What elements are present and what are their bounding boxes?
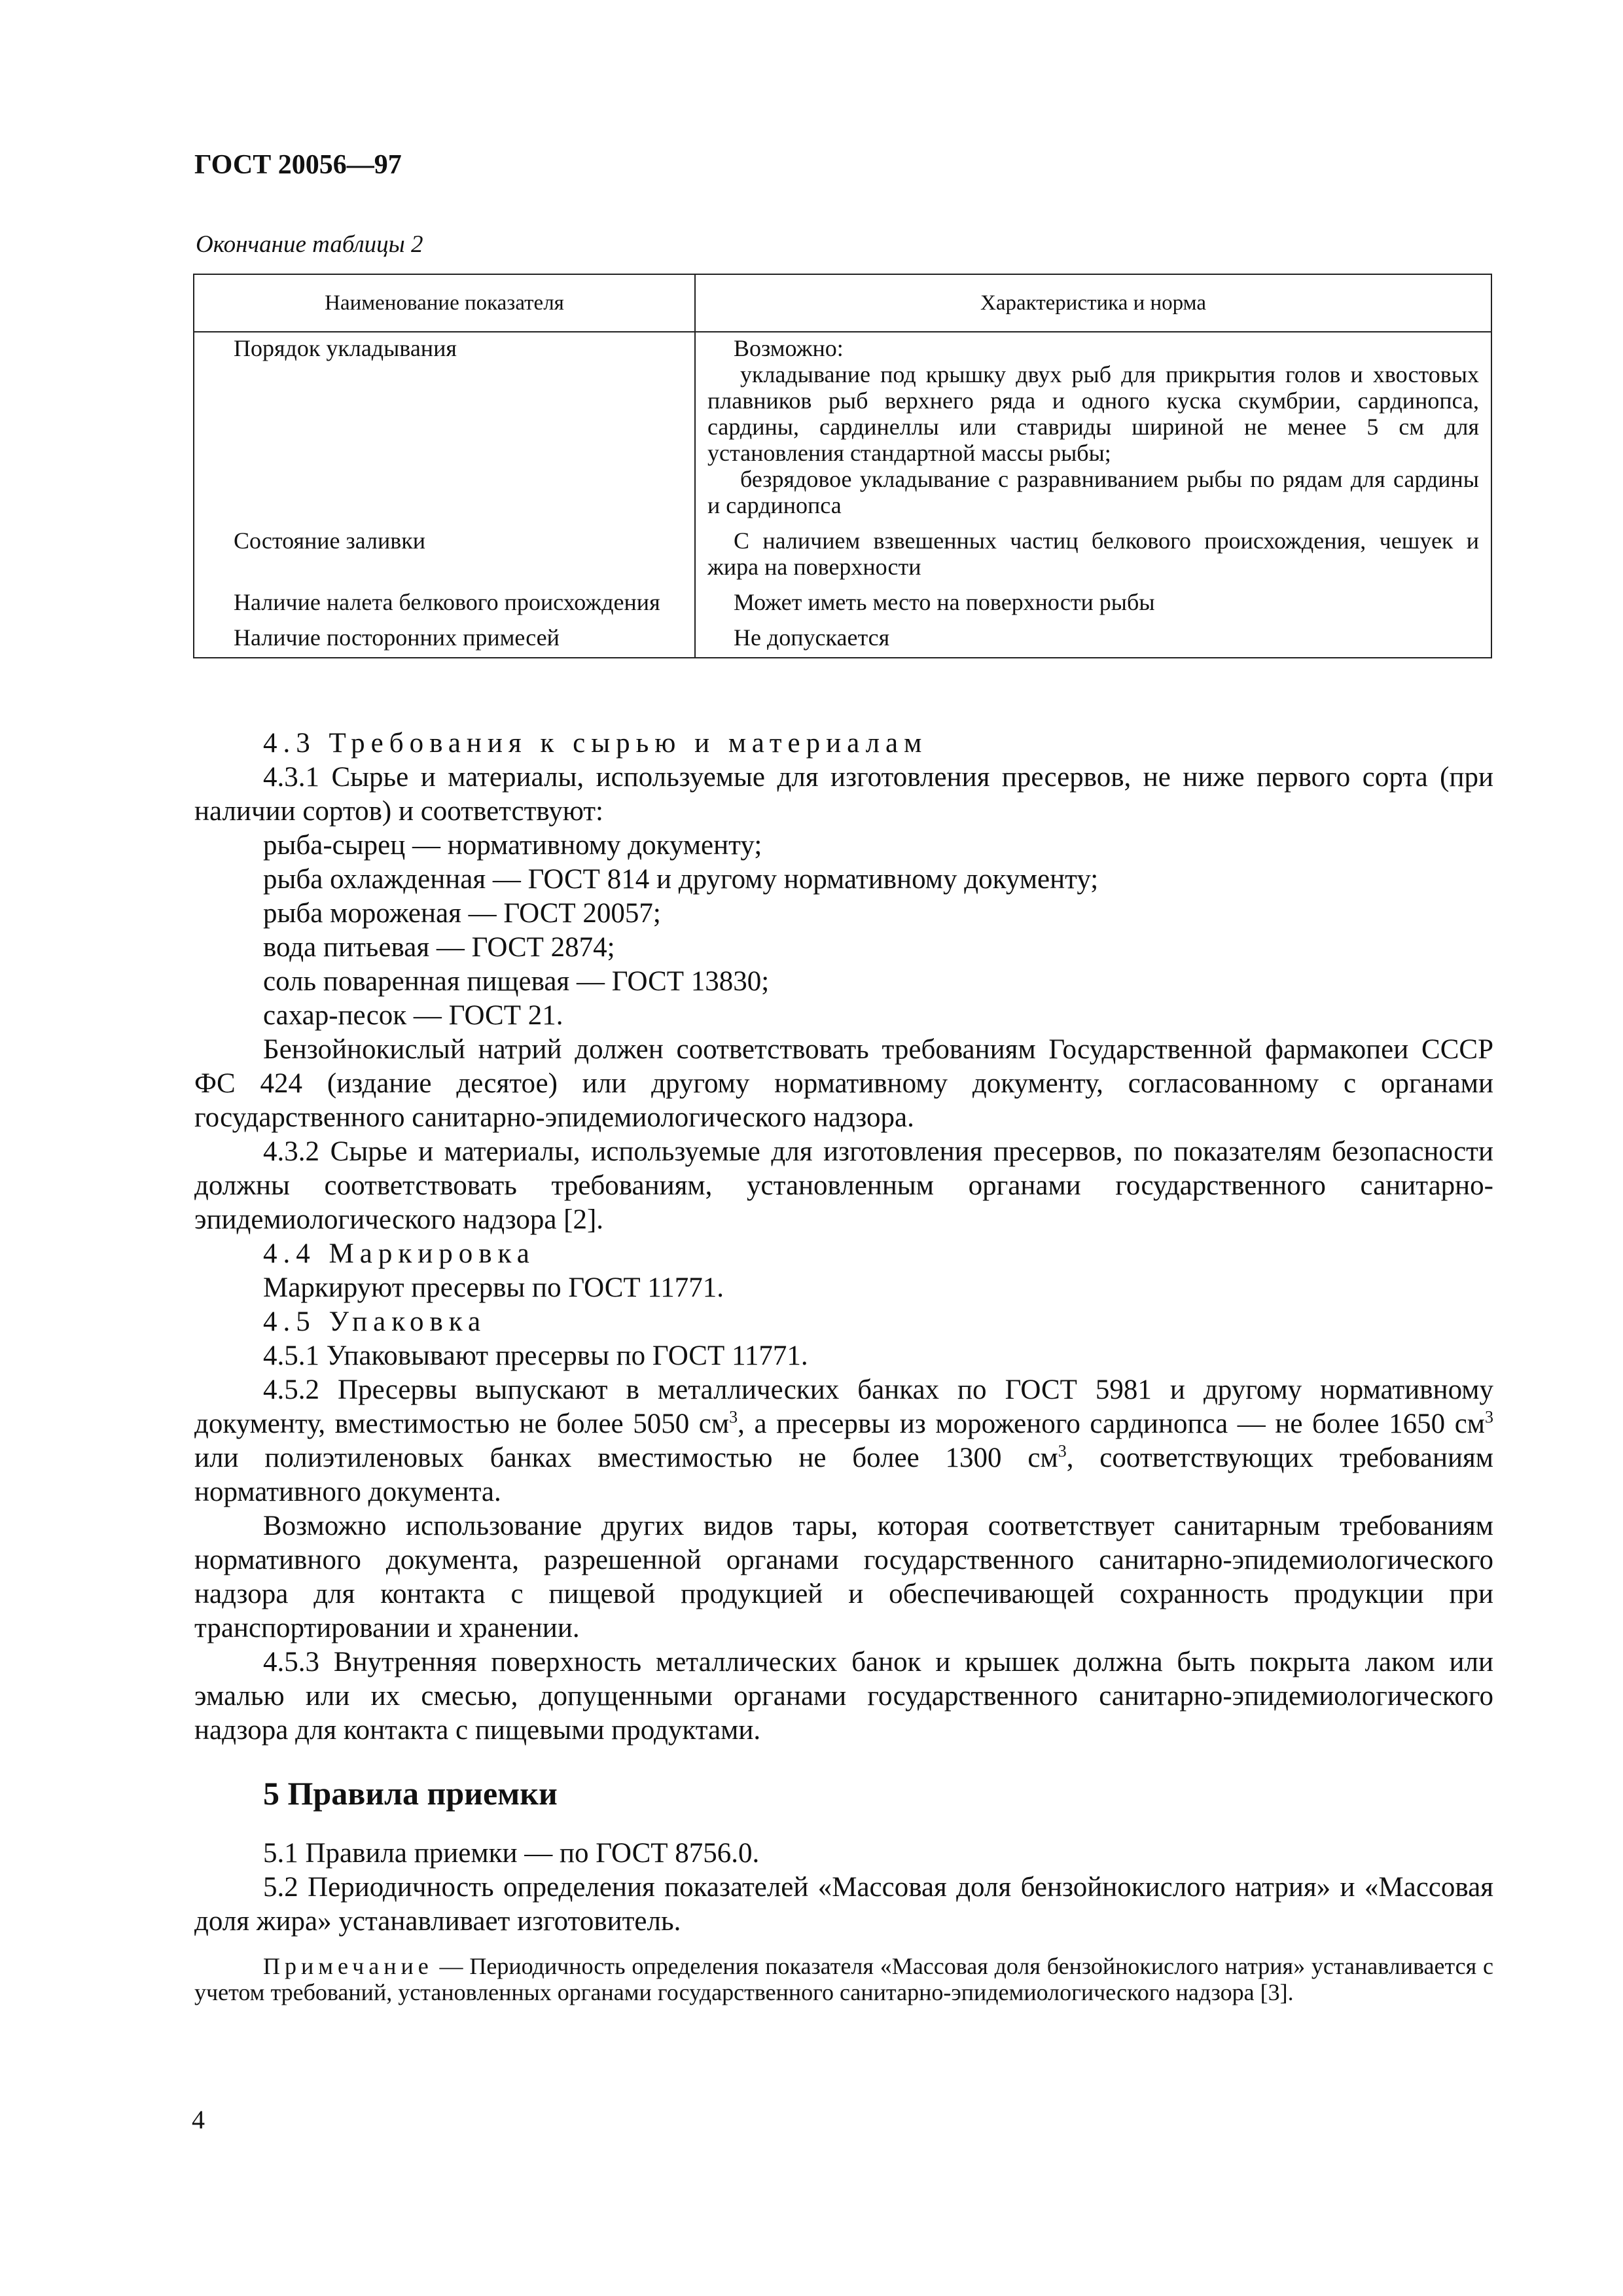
paragraph-4-5-3: 4.5.3 Внутренняя поверхность металлических банок и крышек должна быть покрыта лаком или эмалью или их смесью, допущенными органами государственного санитарно-эпидемиологического надзора для контакта с пищевыми продуктами. [194, 1647, 1493, 1746]
paragraph-4-3-1: 4.3.1 Сырье и материалы, используемые для изготовления пресервов, не ниже первого сорта (при наличии сортов) и соответствуют: [194, 762, 1493, 827]
table-cell-line: укладывание под крышку двух рыб для прикрытия голов и хвостовых плавников рыб верхнего ряда и одного куска скумбрии, сардинопса, сардины, сардинеллы или ставриды шириной не менее 5 см для установления стандартной массы рыбы; [707, 361, 1479, 466]
text-run: , а пресервы из мороженого сардинопса — не более 1650 см [738, 1408, 1485, 1439]
requirements-table [193, 274, 1492, 658]
section-heading-5: 5 Правила приемки [263, 1775, 558, 1812]
paragraph-4-5-2 [194, 1373, 1493, 1509]
table-cell-name: Наличие налета белкового происхождения [194, 586, 695, 622]
subsection-heading-4-5: 4.5 Упаковка [263, 1306, 487, 1337]
note-text: — Периодичность определения показателя «Массовая доля бензойнокислого натрия» устанавливается с учетом требований, установленных органами государственного санитарно-эпидемиологического надзора [3]. [194, 1953, 1493, 2005]
superscript: 3 [729, 1407, 738, 1427]
table-cell-line: безрядовое укладывание с разравниванием рыбы по рядам для сардины и сардинопса [707, 466, 1479, 518]
list-item: сахар-песок — ГОСТ 21. [263, 1000, 563, 1031]
paragraph-5-1: 5.1 Правила приемки — по ГОСТ 8756.0. [263, 1838, 760, 1869]
document-header: ГОСТ 20056—97 [194, 150, 402, 180]
text-run: или полиэтиленовых банках вместимостью не более 1300 см [194, 1443, 1058, 1473]
document-body [194, 726, 1493, 2005]
superscript: 3 [1485, 1407, 1493, 1427]
table-header-name: Наименование показателя [194, 274, 695, 332]
subsection-heading-4-3: 4.3 Требования к сырью и материалам [263, 728, 928, 759]
page-number: 4 [192, 2105, 205, 2134]
list-item: рыба мороженая — ГОСТ 20057; [263, 898, 661, 929]
table-cell-value [695, 332, 1491, 525]
list-item: рыба-сырец — нормативному документу; [263, 830, 762, 861]
list-item: вода питьевая — ГОСТ 2874; [263, 932, 615, 963]
table-cell-line: С наличием взвешенных частиц белкового происхождения, чешуек и жира на поверхности [707, 528, 1479, 580]
table-cell-name: Порядок укладывания [194, 332, 695, 525]
table-cell-value [695, 586, 1491, 622]
table-header-row [194, 274, 1491, 332]
table-cell-name: Наличие посторонних примесей [194, 622, 695, 658]
table-row [194, 525, 1491, 586]
subsection-heading-4-4: 4.4 Маркировка [263, 1238, 535, 1269]
table-cell-line: Может иметь место на поверхности рыбы [734, 589, 1155, 615]
table-header-value: Характеристика и норма [695, 274, 1491, 332]
table-caption: Окончание таблицы 2 [196, 231, 423, 258]
text-run: , соответствующих требованиям нормативного документа. [194, 1443, 1493, 1507]
table-row [194, 586, 1491, 622]
superscript: 3 [1058, 1441, 1067, 1461]
table-row [194, 332, 1491, 525]
table-cell-value [695, 525, 1491, 586]
paragraph-benzoate: Бензойнокислый натрий должен соответствовать требованиям Государственной фармакопеи СССР ФС 424 (издание десятое) или другому нормативному документу, согласованному с органами государственного санитарно-эпидемиологического надзора. [194, 1034, 1493, 1133]
list-item: рыба охлажденная — ГОСТ 814 и другому нормативному документу; [263, 864, 1099, 895]
list-item: соль поваренная пищевая — ГОСТ 13830; [263, 966, 770, 997]
note [194, 1953, 1493, 2005]
table-cell-value [695, 622, 1491, 658]
paragraph-4-4: Маркируют пресервы по ГОСТ 11771. [263, 1272, 724, 1303]
table-cell-name: Состояние заливки [194, 525, 695, 586]
table-cell-line: Не допускается [734, 624, 890, 651]
table-cell-line: Возможно: [734, 335, 844, 361]
note-label: Примечание [263, 1953, 433, 1979]
text-run: 4.5.2 Пресервы выпускают в металлических банках по ГОСТ 5981 и другому нормативному документу, вместимостью не более 5050 см [194, 1374, 1493, 1439]
table-row [194, 622, 1491, 658]
paragraph-5-2: 5.2 Периодичность определения показателей «Массовая доля бензойнокислого натрия» и «Массовая доля жира» устанавливает изготовитель. [194, 1872, 1493, 1937]
paragraph-4-5-1: 4.5.1 Упаковывают пресервы по ГОСТ 11771. [263, 1340, 808, 1371]
paragraph-other-tare: Возможно использование других видов тары, которая соответствует санитарным требованиям нормативного документа, разрешенной органами государственного санитарно-эпидемиологического надзора для контакта с пищевой продукцией и обеспечивающей сохранность продукции при транспортировании и хранении. [194, 1511, 1493, 1643]
paragraph-4-3-2: 4.3.2 Сырье и материалы, используемые для изготовления пресервов, по показателям безопасности должны соответствовать требованиям, установленным органами государственного санитарно-эпидемиологического надзора [2]. [194, 1136, 1493, 1235]
